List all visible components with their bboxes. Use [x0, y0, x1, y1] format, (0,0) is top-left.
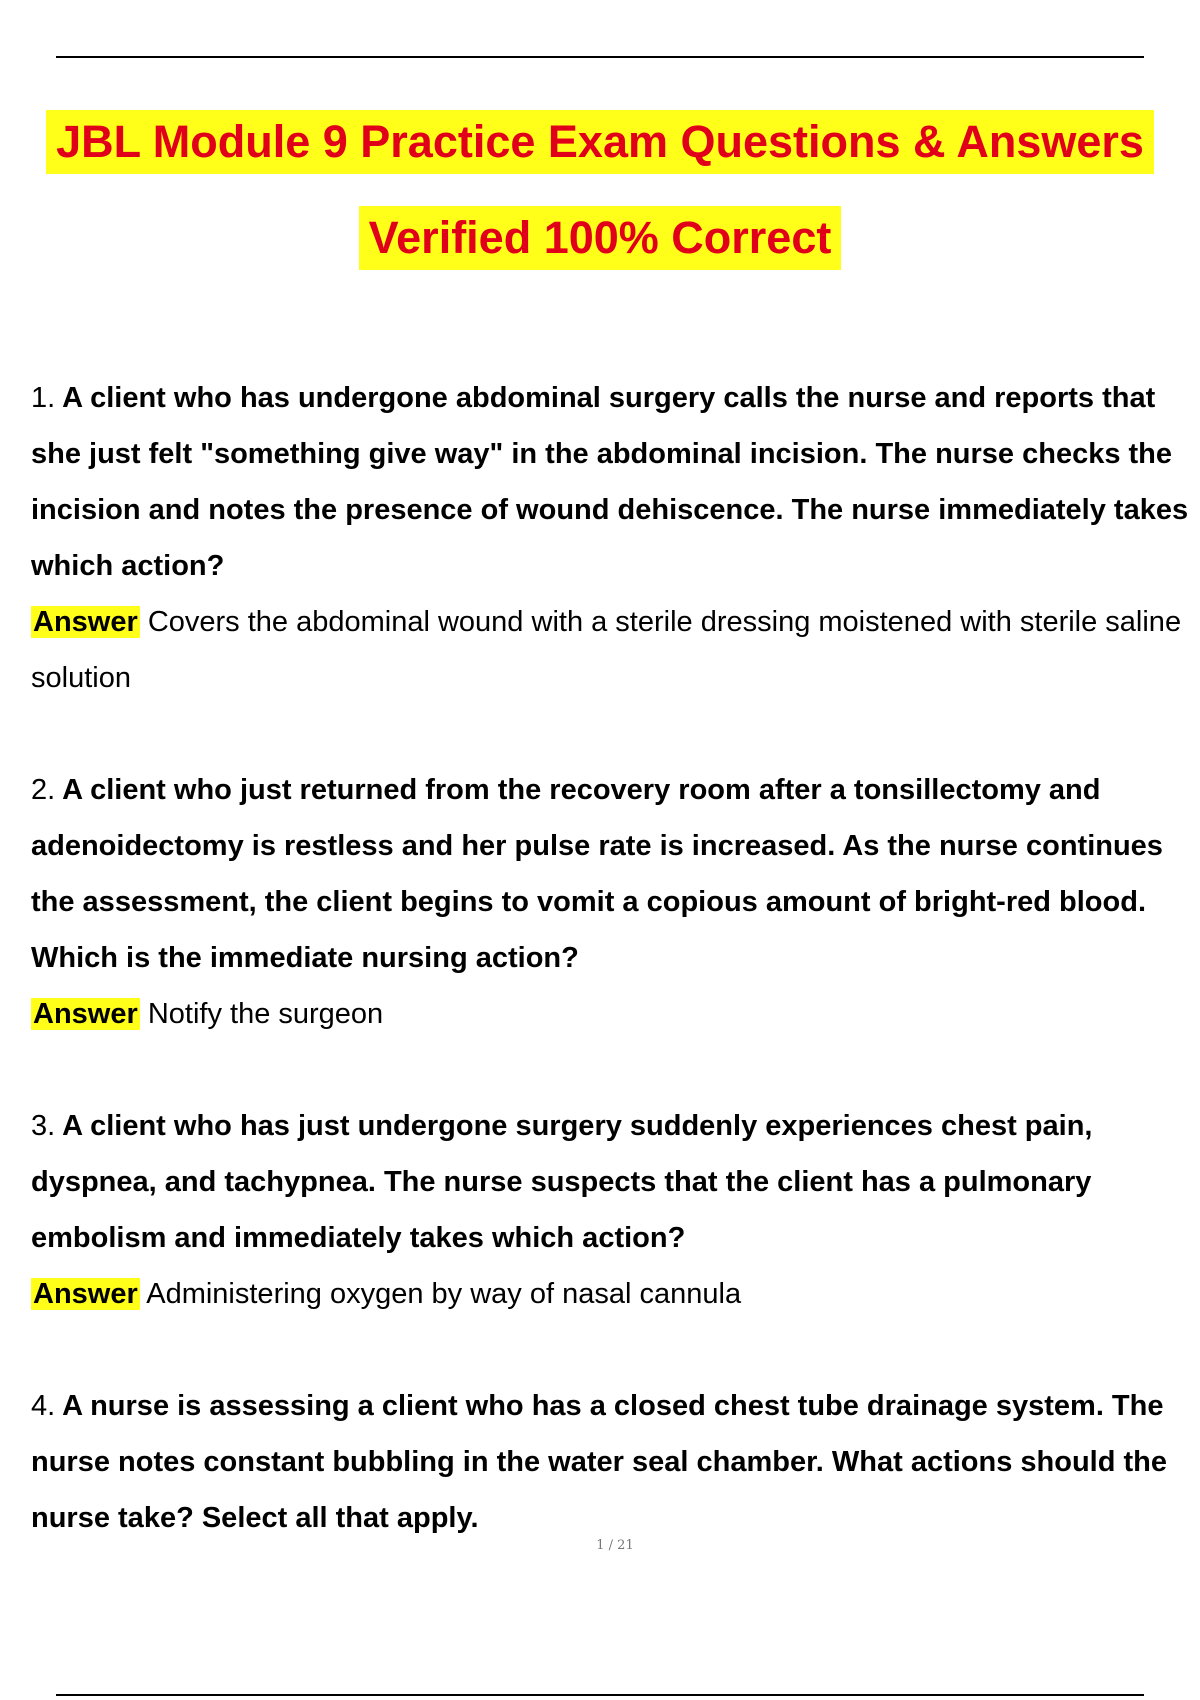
answer-1 [31, 594, 1196, 706]
top-rule [56, 56, 1144, 58]
question-text: A nurse is assessing a client who has a closed chest tube drainage system. The nurse notes constant bubbling in the water seal chamber. What actions should the nurse take? Select all that apply. [31, 1390, 1167, 1534]
question-number: 3. [31, 1110, 56, 1142]
question-number: 2. [31, 774, 56, 806]
title-line-2: Verified 100% Correct [359, 206, 842, 270]
question-number: 4. [31, 1390, 56, 1422]
answer-2 [31, 986, 1196, 1042]
document-title [0, 110, 1200, 270]
question-text: A client who just returned from the recovery room after a tonsillectomy and adenoidectomy is restless and her pulse rate is increased. As the nurse continues the assessment, the client begins to vomit a copious amount of bright-red blood. Which is the immediate nursing action? [31, 774, 1163, 974]
answer-text: Administering oxygen by way of nasal cannula [146, 1278, 742, 1310]
title-line-1: JBL Module 9 Practice Exam Questions & Answers [46, 110, 1154, 174]
qa-item-4 [31, 1378, 1196, 1546]
qa-list [31, 370, 1196, 1546]
question-text: A client who has just undergone surgery suddenly experiences chest pain, dyspnea, and tachypnea. The nurse suspects that the client has a pulmonary embolism and immediately takes which action? [31, 1110, 1093, 1254]
question-3 [31, 1098, 1196, 1266]
question-2 [31, 762, 1196, 986]
question-4 [31, 1378, 1196, 1546]
question-text: A client who has undergone abdominal surgery calls the nurse and reports that she just felt "something give way" in the abdominal incision. The nurse checks the incision and notes the presence of wound dehiscence. The nurse immediately takes which action? [31, 382, 1189, 582]
qa-item-2 [31, 762, 1196, 1042]
answer-text: Covers the abdominal wound with a sterile dressing moistened with sterile saline solution [31, 606, 1182, 694]
bottom-rule [56, 1694, 1144, 1696]
answer-label: Answer [33, 606, 138, 638]
question-number: 1. [31, 382, 56, 414]
question-1 [31, 370, 1196, 594]
answer-text: Notify the surgeon [147, 998, 384, 1030]
answer-label: Answer [33, 1278, 138, 1310]
answer-label: Answer [33, 998, 138, 1030]
qa-item-3 [31, 1098, 1196, 1322]
page-number: 1 / 21 [596, 1538, 634, 1553]
qa-item-1 [31, 370, 1196, 706]
answer-3 [31, 1266, 1196, 1322]
